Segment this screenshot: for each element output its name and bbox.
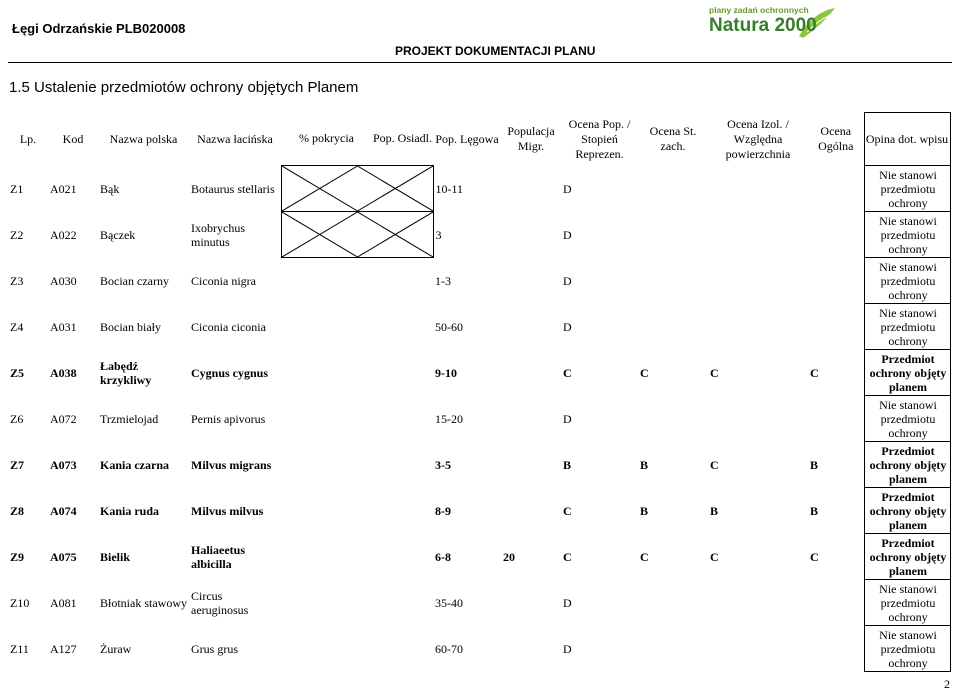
cell-ogolna: B [810,503,819,518]
cell-ogolna [808,626,864,672]
cell-lacinska: Haliaeetus albicilla [191,542,245,571]
cell-izol [708,304,808,350]
cell-kod: A038 [50,365,77,380]
cell-st-zach [638,212,708,258]
cell-lacinska: Cygnus cygnus [191,365,269,380]
cell-pokrycia [281,626,372,672]
cell-st-zach: C [640,365,649,380]
cell-kod: A074 [50,503,77,518]
natura-2000-logo [703,2,843,42]
col-izol-header: Ocena Izol. / Względna powierzchnia [725,116,791,161]
header-divider [8,62,952,63]
cell-lp: Z4 [10,319,24,334]
cell-migr [501,488,561,534]
col-polska-header: Nazwa polska [109,131,178,146]
cell-legowa: 50-60 [435,319,463,334]
col-kod-header: Kod [62,131,84,146]
table-header-row [8,113,950,166]
cell-opinia: Nie stanowi przedmiotu ochrony [864,626,950,672]
cell-legowa: 10-11 [435,181,464,196]
cell-opinia: Przedmiot ochrony objęty planem [864,350,950,396]
table-row [8,626,950,672]
cell-opinia: Nie stanowi przedmiotu ochrony [864,212,950,258]
cell-legowa: 3 [435,227,442,242]
cell-kod: A081 [50,595,77,610]
cell-polska: Błotniak stawowy [100,595,187,610]
cell-opinia: Przedmiot ochrony objęty planem [864,442,950,488]
cell-lacinska: Milvus migrans [191,457,272,472]
cell-lp: Z8 [10,503,25,518]
cell-lp: Z5 [10,365,25,380]
cell-izol [708,212,808,258]
cell-opinia: Przedmiot ochrony objęty planem [864,534,950,580]
cell-ogolna [808,258,864,304]
cell-polska: Trzmielojad [100,411,159,426]
cell-opinia: Nie stanowi przedmiotu ochrony [864,580,950,626]
cell-lp: Z2 [10,227,24,242]
logo-subtitle: plany zadań ochronnych [709,5,809,15]
cell-legowa: 15-20 [435,411,463,426]
cell-opinia: Nie stanowi przedmiotu ochrony [864,304,950,350]
cell-ogolna [808,166,864,212]
cell-ocena-pop: C [563,549,572,564]
section-title: 1.5 Ustalenie przedmiotów ochrony objętych Planem [9,79,359,96]
cell-ocena-pop: C [563,503,572,518]
cell-lacinska: Ixobrychus minutus [191,220,245,249]
cell-st-zach [638,304,708,350]
cell-legowa: 1-3 [435,273,451,288]
cell-ocena-pop: D [563,181,572,196]
cell-polska: Bocian czarny [100,273,169,288]
project-header-title: PROJEKT DOKUMENTACJI PLANU [395,44,596,58]
cell-migr [501,166,561,212]
cell-osiadl [372,304,433,350]
cell-migr [501,258,561,304]
cell-st-zach: B [640,457,649,472]
cell-ocena-pop: D [563,411,572,426]
cell-opinia: Przedmiot ochrony objęty planem [864,488,950,534]
cell-legowa: 9-10 [435,365,457,380]
cell-izol [708,580,808,626]
cell-opinia: Nie stanowi przedmiotu ochrony [864,166,950,212]
cell-osiadl [372,534,433,580]
cell-ogolna: B [810,457,819,472]
cell-legowa: 6-8 [435,549,451,564]
cell-izol: B [710,503,719,518]
cell-migr [501,304,561,350]
cell-ogolna: C [810,549,819,564]
cell-lp: Z9 [10,549,25,564]
cell-ocena-pop: D [563,595,572,610]
cell-polska: Żuraw [100,641,132,656]
cell-st-zach: C [640,549,649,564]
cell-pokrycia [281,488,372,534]
col-ocena-pop-header: Ocena Pop. / Stopień Reprezen. [568,116,631,161]
cell-lp: Z6 [10,411,24,426]
cell-lacinska: Ciconia ciconia [191,319,266,334]
cell-izol [708,166,808,212]
table-row [8,488,950,534]
cell-ogolna [808,580,864,626]
cell-lacinska: Milvus milvus [191,503,264,518]
col-opinia-header: Opina dot. wpisu [864,113,950,166]
cell-ocena-pop: D [563,319,572,334]
cell-osiadl [372,442,433,488]
cell-migr [501,580,561,626]
cell-kod: A031 [50,319,77,334]
cell-legowa: 35-40 [435,595,463,610]
cell-polska: Bielik [100,549,131,564]
cell-osiadl [372,350,433,396]
cell-lacinska: Pernis apivorus [191,411,266,426]
table-row [8,258,950,304]
cell-ocena-pop: D [563,641,572,656]
cell-pokrycia [281,258,372,304]
col-osiadl-header: Pop. Osiadl. [372,131,432,146]
col-pokrycia-header: % pokrycia [299,131,354,146]
cell-pokrycia [281,350,372,396]
cell-pokrycia [281,580,372,626]
cell-izol [708,396,808,442]
cell-osiadl [372,396,433,442]
cell-osiadl [372,488,433,534]
cell-ogolna [808,212,864,258]
cell-polska: Kania ruda [100,503,160,518]
cell-migr [501,396,561,442]
col-ogolna-header: Ocena Ogólna [818,124,854,153]
cell-kod: A072 [50,411,77,426]
cell-ocena-pop: C [563,365,572,380]
cell-izol [708,258,808,304]
cell-kod: A021 [50,181,77,196]
cell-ocena-pop: D [563,273,572,288]
cell-ogolna: C [810,365,819,380]
cell-migr [501,350,561,396]
cell-ogolna [808,396,864,442]
col-migr-header: Populacja Migr. [507,124,555,153]
table-row [8,442,950,488]
table-row [8,396,950,442]
cell-kod: A022 [50,227,77,242]
cell-kod: A073 [50,457,77,472]
table-row [8,580,950,626]
cell-migr [501,212,561,258]
cell-polska: Bączek [100,227,136,242]
cell-lp: Z11 [10,641,29,656]
cell-ogolna [808,304,864,350]
crossed-out-cell [281,166,433,212]
cell-kod: A075 [50,549,77,564]
cell-polska: Bocian biały [100,319,161,334]
table-row [8,350,950,396]
cell-polska: Kania czarna [100,457,169,472]
cell-st-zach [638,258,708,304]
cell-legowa: 8-9 [435,503,451,518]
cell-lacinska: Grus grus [191,641,238,656]
cell-pokrycia [281,534,372,580]
cell-lp: Z7 [10,457,25,472]
cell-lp: Z1 [10,181,24,196]
cell-izol: C [710,365,719,380]
cell-polska: Łabędź krzykliwy [100,358,152,387]
cell-st-zach [638,166,708,212]
page-number: 2 [944,677,950,691]
table-row [8,166,950,212]
cell-osiadl [372,626,433,672]
cell-st-zach [638,580,708,626]
col-lacinska-header: Nazwa łacińska [197,131,273,146]
cell-st-zach: B [640,503,649,518]
cell-legowa: 3-5 [435,457,451,472]
cell-lacinska: Botaurus stellaris [191,181,275,196]
crossed-out-cell [281,212,433,258]
cell-polska: Bąk [100,181,120,196]
cell-izol: C [710,549,719,564]
cell-opinia: Nie stanowi przedmiotu ochrony [864,396,950,442]
logo-title: Natura 2000 [709,15,817,36]
table-row [8,534,950,580]
species-table [8,112,951,672]
cell-opinia: Nie stanowi przedmiotu ochrony [864,258,950,304]
cell-ocena-pop: B [563,457,572,472]
cell-pokrycia [281,396,372,442]
cell-migr [501,442,561,488]
cell-lp: Z10 [10,595,30,610]
cell-kod: A030 [50,273,77,288]
cell-ocena-pop: D [563,227,572,242]
cell-osiadl [372,580,433,626]
table-row [8,212,950,258]
table-row [8,304,950,350]
cell-lacinska: Circus aeruginosus [191,588,249,617]
col-st-zach-header: Ocena St. zach. [649,124,697,153]
cell-migr [501,626,561,672]
cell-st-zach [638,626,708,672]
col-lp-header: Lp. [19,131,37,146]
cell-migr: 20 [503,549,515,564]
cell-osiadl [372,258,433,304]
cell-lp: Z3 [10,273,24,288]
col-legowa-header: Pop. Lęgowa [435,131,499,146]
cell-pokrycia [281,304,372,350]
cell-st-zach [638,396,708,442]
document-header-title: Łęgi Odrzańskie PLB020008 [12,21,186,36]
cell-izol: C [710,457,719,472]
cell-izol [708,626,808,672]
cell-kod: A127 [50,641,77,656]
cell-lacinska: Ciconia nigra [191,273,256,288]
cell-legowa: 60-70 [435,641,463,656]
cell-pokrycia [281,442,372,488]
